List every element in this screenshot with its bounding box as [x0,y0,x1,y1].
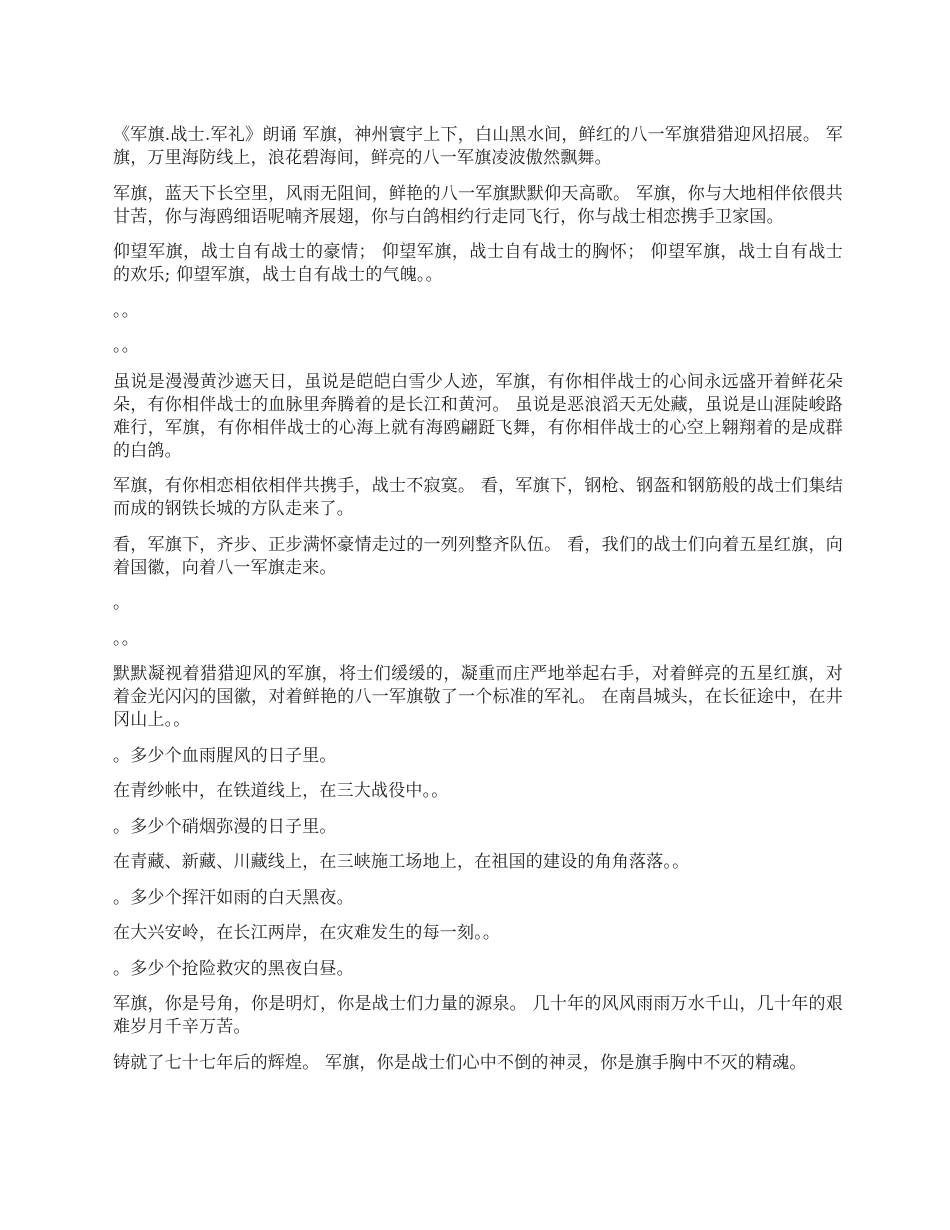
paragraph: 在青藏、新藏、川藏线上，在三峡施工场地上，在祖国的建设的角角落落。。 [113,852,690,872]
paragraph: 看，军旗下，齐步、正步满怀豪情走过的一列列整齐队伍。 看，我们的战士们向着五星红旗，向着国徽，向着八一军旗走来。 [113,534,843,578]
paragraph: 军旗，有你相恋相依相伴共携手，战士不寂寞。 看，军旗下，钢枪、钢盔和钢筋般的战士们集结而成的钢铁长城的方队走来了。 [113,476,843,519]
paragraph: 《军旗.战士.军礼》朗诵 军旗，神州寰宇上下，白山黑水间，鲜红的八一军旗猎猎迎风招展。 军旗，万里海防线上，浪花碧海间，鲜亮的八一军旗凌波傲然飘舞。 [113,125,843,168]
paragraph: 。。 [113,336,139,356]
paragraph: 。多少个硝烟弥漫的日子里。 [113,816,337,837]
paragraph: 在青纱帐中，在铁道线上，在三大战役中。。 [113,781,449,801]
paragraph: 在大兴安岭，在长江两岸，在灾难发生的每一刻。。 [113,923,501,943]
paragraph: 虽说是漫漫黄沙遮天日，虽说是皑皑白雪少人迹，军旗，有你相伴战士的心间永远盛开着鲜花朵朵，有你相伴战士的血脉里奔腾着的是长江和黄河。 虽说是恶浪滔天无处藏，虽说是山涯陡峻路难行，军旗，有你相伴战士的心海上就有海鸥翩跹飞舞，有你相伴战士的心空上翱翔着的是成群的白鸽。 [113,371,843,461]
paragraph: 。。 [113,628,139,649]
paragraph: 。多少个挥汗如雨的白天黑夜。 [113,887,354,908]
paragraph: 铸就了七十七年后的辉煌。 军旗，你是战士们心中不倒的神灵，你是旗手胸中不灭的精魂。 [113,1052,807,1073]
paragraph: 仰望军旗，战士自有战士的豪情； 仰望军旗，战士自有战士的胸怀； 仰望军旗，战士自有战士的欢乐; 仰望军旗，战士自有战士的气魄。。 [113,242,843,285]
paragraph: 。 [113,593,131,613]
paragraph: 。多少个血雨腥风的日子里。 [113,745,337,766]
paragraph: 。多少个抢险救灾的黑夜白昼。 [113,958,354,979]
paragraph: 默默凝视着猎猎迎风的军旗，将士们缓缓的，凝重而庄严地举起右手，对着鲜亮的五星红旗，对着金光闪闪的国徽，对着鲜艳的八一军旗敬了一个标准的军礼。 在南昌城头，在长征途中，在井冈山上。。 [113,664,843,730]
paragraph: 。。 [113,300,139,321]
paragraph: 军旗，蓝天下长空里，风雨无阻间，鲜艳的八一军旗默默仰天高歌。 军旗，你与大地相伴依偎共甘苦，你与海鸥细语呢喃齐展翅，你与白鸽相约行走同飞行，你与战士相恋携手卫家国。 [113,183,843,227]
document-page [113,124,843,1087]
paragraph: 军旗，你是号角，你是明灯，你是战士们力量的源泉。 几十年的风风雨雨万水千山，几十年的艰难岁月千辛万苦。 [113,994,843,1037]
